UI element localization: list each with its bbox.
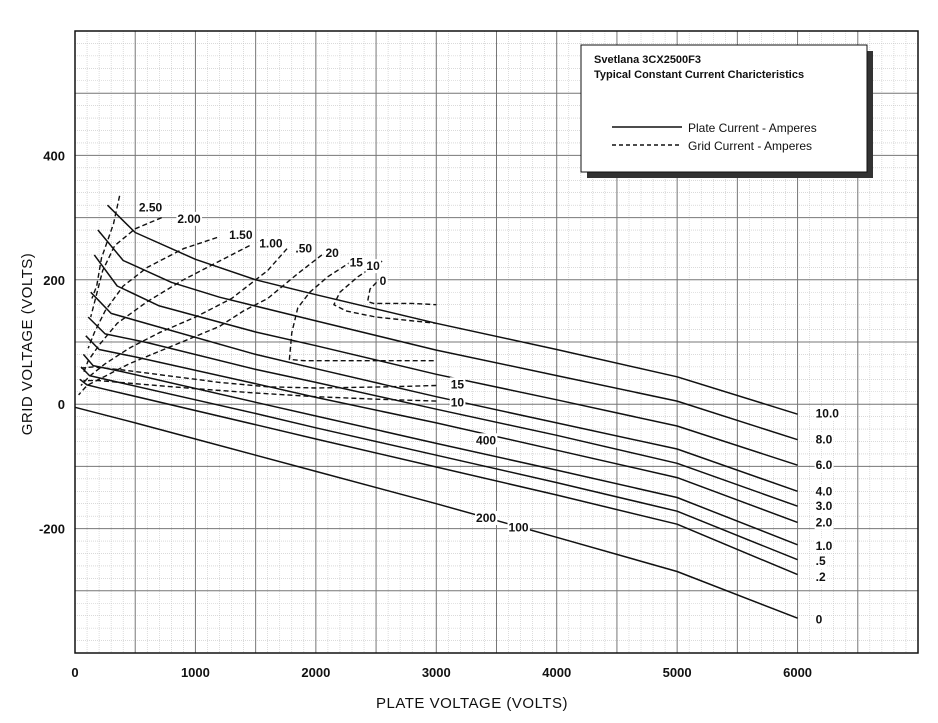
grid-current-label: 100 [508, 520, 529, 535]
x-tick-label: 1000 [180, 665, 210, 680]
legend-subtitle: Typical Constant Current Charicteristics [594, 69, 805, 81]
x-tick-label: 0 [71, 665, 79, 680]
grid-current-label: 10 [366, 259, 380, 274]
x-tick-label: 6000 [783, 665, 813, 680]
grid-current-label: 15 [450, 377, 465, 392]
grid-current-label: .50 [295, 241, 313, 256]
y-tick-label: 200 [43, 272, 65, 288]
grid-current-label: 2.00 [177, 211, 201, 226]
grid-current-label: 10 [450, 395, 465, 410]
grid-current-label: 20 [325, 246, 339, 261]
grid-current-label: 1.50 [229, 228, 253, 243]
grid-current-label: 400 [476, 433, 497, 448]
plate-current-label: 1.0 [815, 539, 833, 554]
legend-entry-grid-current: Grid Current - Amperes [688, 139, 813, 153]
plate-current-label: .5 [815, 553, 826, 568]
x-tick-label: 3000 [421, 665, 451, 680]
y-tick-label: 0 [57, 397, 65, 413]
y-axis-label: GRID VOLTAGE (VOLTS) [19, 252, 36, 436]
grid-current-label: 15 [349, 255, 363, 270]
x-tick-label: 2000 [301, 665, 331, 680]
plate-current-label: 0 [815, 612, 823, 627]
grid-current-label: 0 [379, 274, 387, 289]
x-tick-label: 5000 [662, 665, 692, 680]
plate-current-label: 3.0 [815, 499, 833, 514]
x-axis-label: PLATE VOLTAGE (VOLTS) [376, 695, 568, 712]
legend [581, 45, 873, 178]
plate-current-label: 8.0 [815, 432, 833, 447]
plate-current-label: 6.0 [815, 458, 833, 473]
grid-current-label: 2.50 [138, 200, 163, 215]
grid-current-label: 1.00 [259, 236, 283, 251]
plate-current-label: 10.0 [815, 406, 839, 421]
plate-current-label: 4.0 [815, 484, 833, 499]
legend-entry-plate-current: Plate Current - Amperes [688, 121, 817, 135]
y-tick-label: -200 [38, 521, 65, 537]
plate-current-label: .2 [815, 570, 826, 585]
x-tick-label: 4000 [542, 665, 572, 680]
legend-title: Svetlana 3CX2500F3 [594, 54, 702, 66]
grid-current-label: 200 [476, 511, 497, 526]
y-tick-label: 400 [43, 148, 65, 164]
plate-current-label: 2.0 [815, 515, 833, 530]
